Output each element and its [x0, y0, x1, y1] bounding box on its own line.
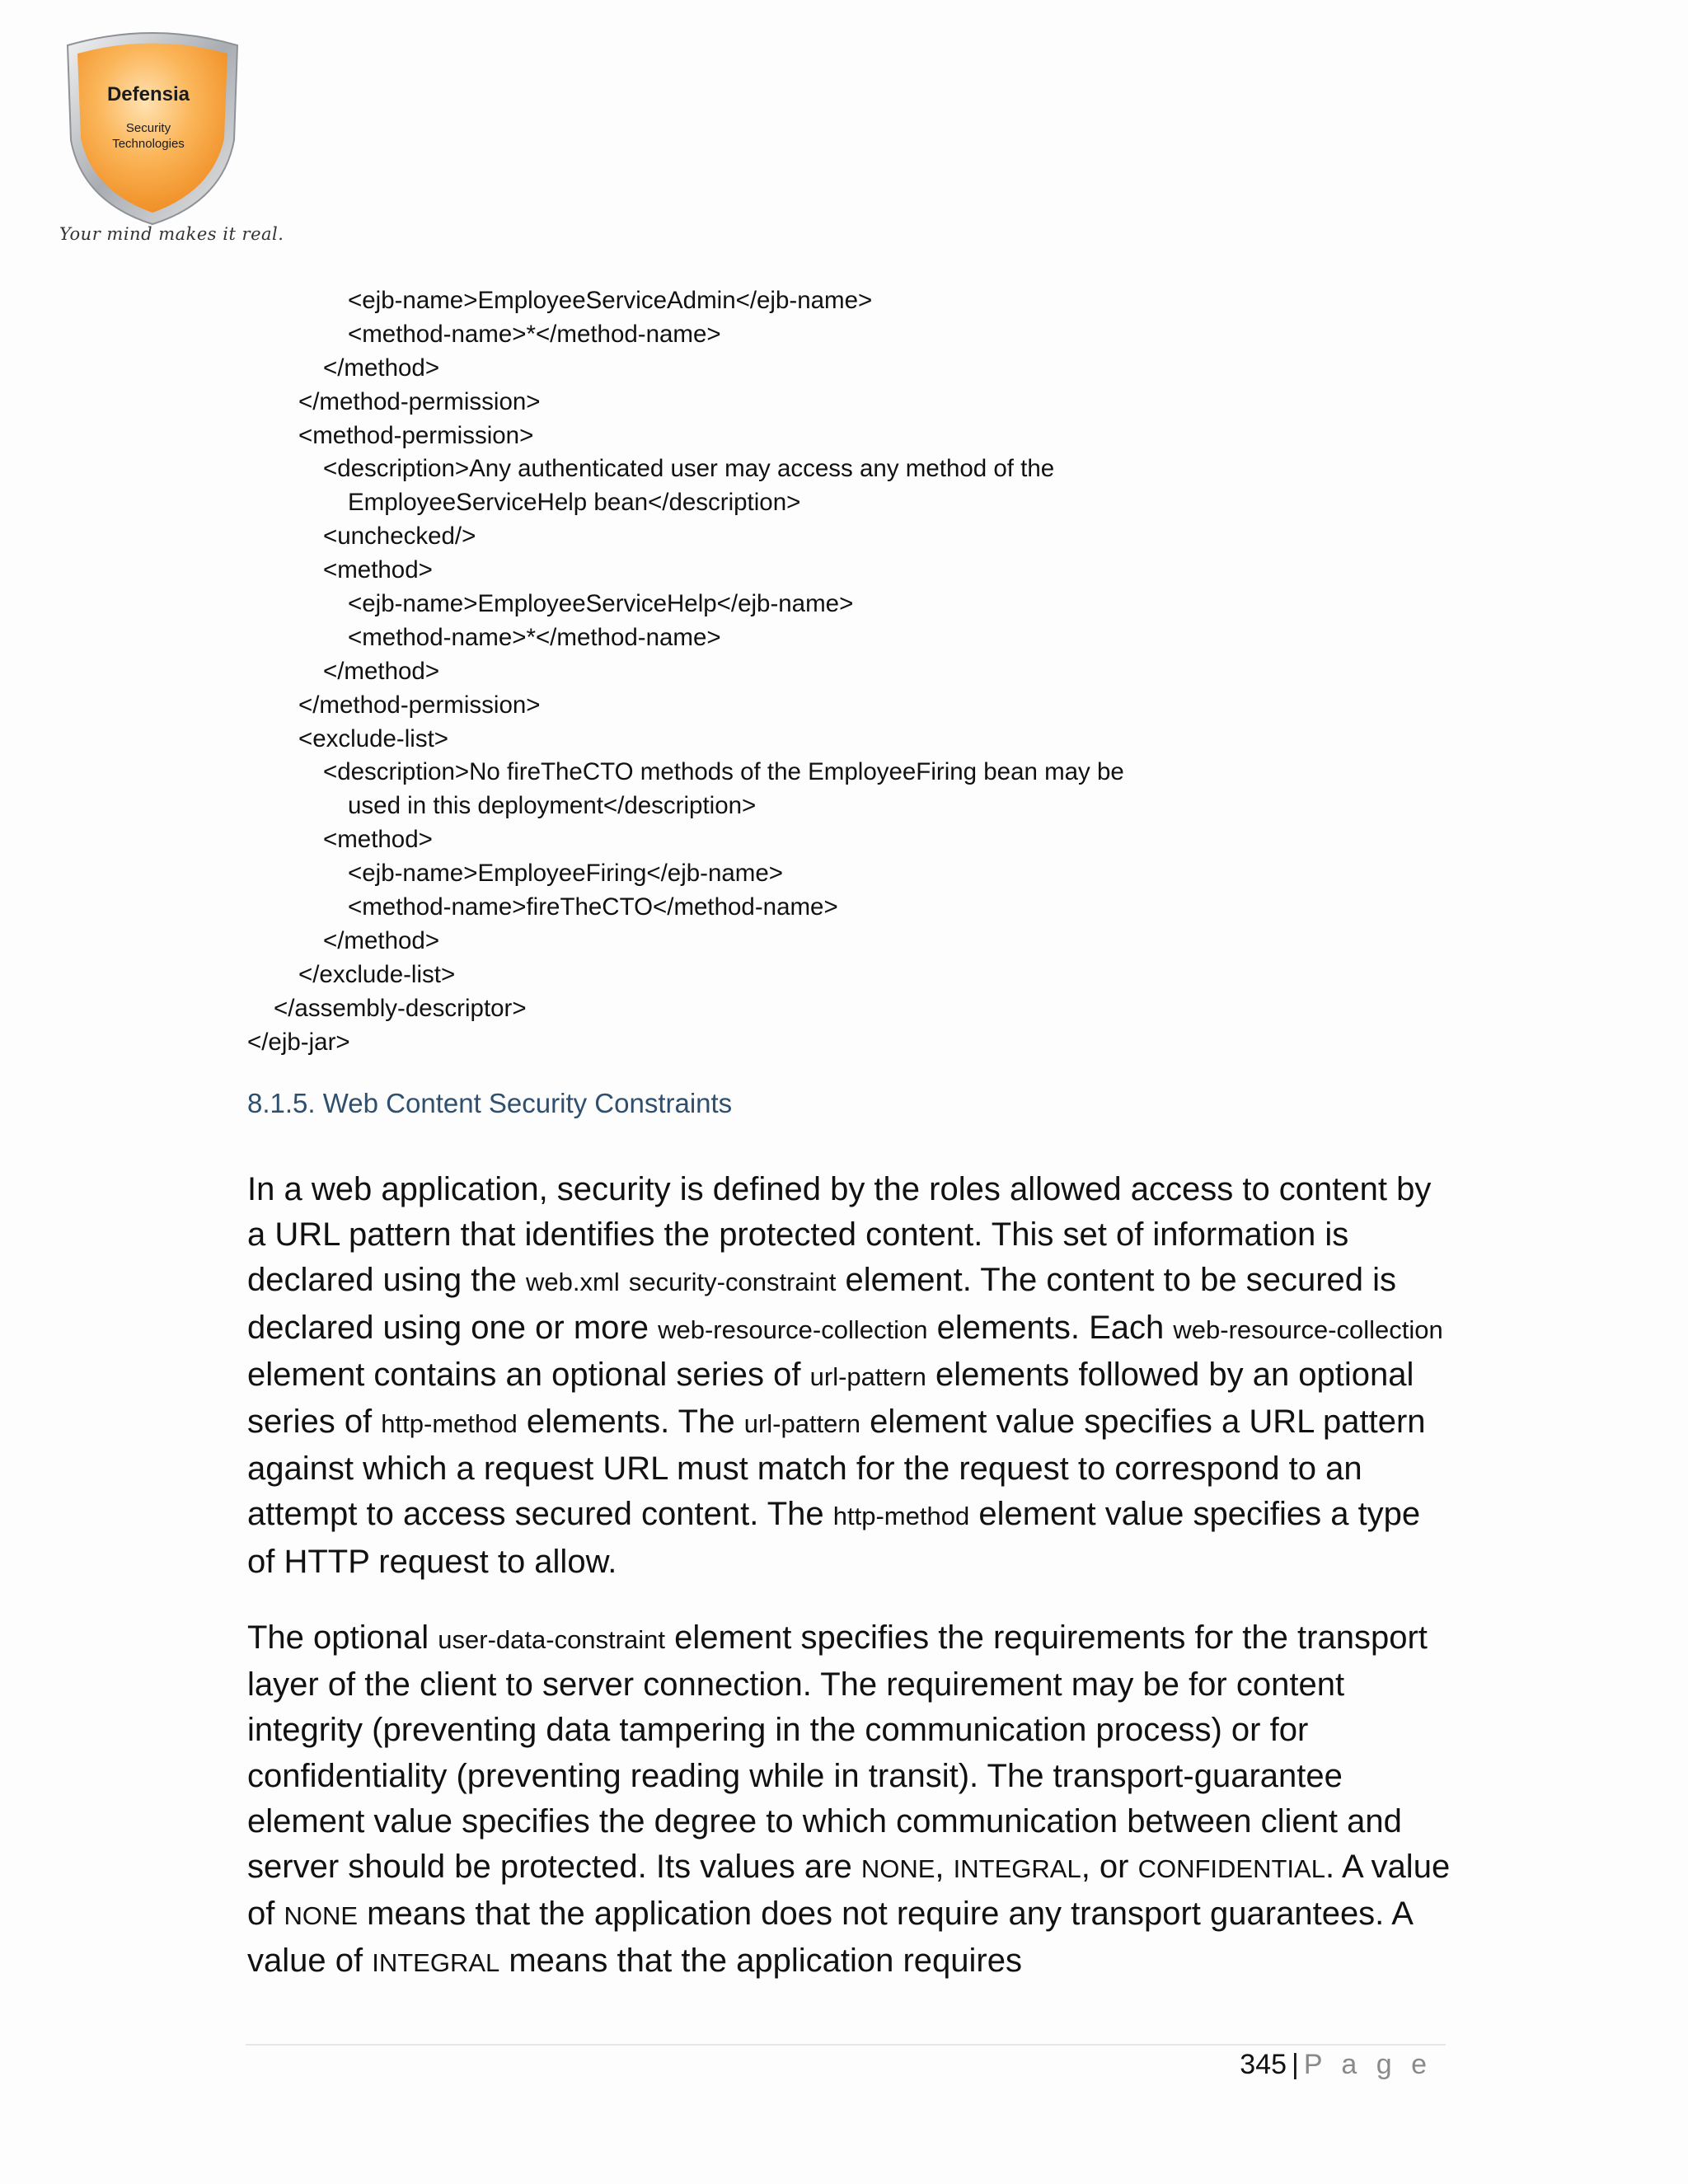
code-line: <unchecked/>: [323, 523, 476, 551]
logo-tagline: Your mind makes it real.: [59, 224, 284, 244]
inline-code: http-method: [381, 1409, 518, 1439]
inline-code: http-method: [832, 1502, 970, 1531]
page-number: 345: [1240, 2049, 1287, 2080]
code-line: EmployeeServiceHelp bean</description>: [348, 489, 801, 517]
code-line: </assembly-descriptor>: [274, 994, 527, 1022]
body-paragraph: The optional user-data-constraint element specifies the requirements for the transport layer of the client to server connection. The requirement may be for content integrity (preventing data tampering in the communication process) or for confidentiality (preventing reading while in transit). The transport-guarantee element value specifies the degree to which communication between client and server should be protected. Its values are NONE, INTEGRAL, or CONFIDENTIAL. A value of NONE means that the application does not require any transport guarantees. A value of INTEGRAL means that the application requires: [247, 1619, 1451, 1980]
footer-divider: [246, 2044, 1446, 2046]
small-caps-term: INTEGRAL: [953, 1854, 1081, 1884]
logo-brand: Defensia: [106, 83, 190, 105]
code-line: <method>: [323, 556, 433, 584]
code-line: <description>No fireTheCTO methods of the EmployeeFiring bean may be: [323, 758, 1124, 786]
logo-sub1: Security: [125, 121, 171, 135]
code-line: <method>: [323, 826, 433, 854]
code-line: <description>Any authenticated user may access any method of the: [323, 455, 1055, 483]
inline-code: user-data-constraint: [438, 1625, 665, 1654]
small-caps-term: NONE: [860, 1854, 935, 1884]
small-caps-term: NONE: [284, 1901, 359, 1931]
page-word: P a g e: [1303, 2049, 1432, 2080]
section-heading: 8.1.5. Web Content Security Constraints: [247, 1088, 733, 1118]
code-line: <ejb-name>EmployeeFiring</ejb-name>: [348, 860, 784, 888]
inline-code: web-resource-collection: [658, 1315, 928, 1344]
defensia-logo: [58, 25, 247, 255]
code-line: </method-permission>: [298, 387, 541, 415]
code-line: </method-permission>: [298, 691, 541, 719]
footer-separator: |: [1292, 2049, 1299, 2080]
code-line: </method>: [323, 657, 440, 685]
small-caps-term: INTEGRAL: [372, 1948, 500, 1978]
code-line: </method>: [323, 926, 440, 954]
code-listing: [247, 284, 1124, 1059]
logo-sub2: Technologies: [112, 137, 185, 151]
code-line: <method-name>*</method-name>: [348, 623, 721, 651]
code-line: <method-permission>: [298, 421, 534, 449]
code-line: used in this deployment</description>: [348, 792, 757, 820]
inline-code: web-resource-collection: [1173, 1315, 1443, 1344]
code-line: <method-name>fireTheCTO</method-name>: [348, 893, 838, 921]
code-line: </exclude-list>: [298, 960, 456, 988]
code-line: </ejb-jar>: [247, 1028, 350, 1056]
inline-code: web.xml: [526, 1268, 620, 1297]
code-line: <exclude-list>: [298, 724, 449, 752]
inline-code: security-constraint: [628, 1268, 837, 1297]
page-footer: [1240, 2049, 1432, 2081]
inline-code: url-pattern: [809, 1361, 926, 1391]
code-line: <method-name>*</method-name>: [348, 320, 721, 348]
code-line: <ejb-name>EmployeeServiceAdmin</ejb-name>: [348, 287, 873, 314]
inline-code: url-pattern: [743, 1409, 860, 1439]
code-line: </method>: [323, 354, 440, 382]
body-paragraph: In a web application, security is defined by the roles allowed access to content by a URL pattern that identifies the protected content. This set of information is declared using the web.xml security-constraint element. The content to be secured is declared using one or more web-resource-collection elements. Each web-resource-collection element contains an optional series of url-pattern elements followed by an optional series of http-method elements. The url-pattern element value specifies a URL pattern against which a request URL must match for the request to correspond to an attempt to access secured content. The http-method element value specifies a type of HTTP request to allow.: [247, 1171, 1443, 1580]
small-caps-term: CONFIDENTIAL: [1137, 1854, 1325, 1884]
code-line: <ejb-name>EmployeeServiceHelp</ejb-name>: [348, 590, 854, 618]
